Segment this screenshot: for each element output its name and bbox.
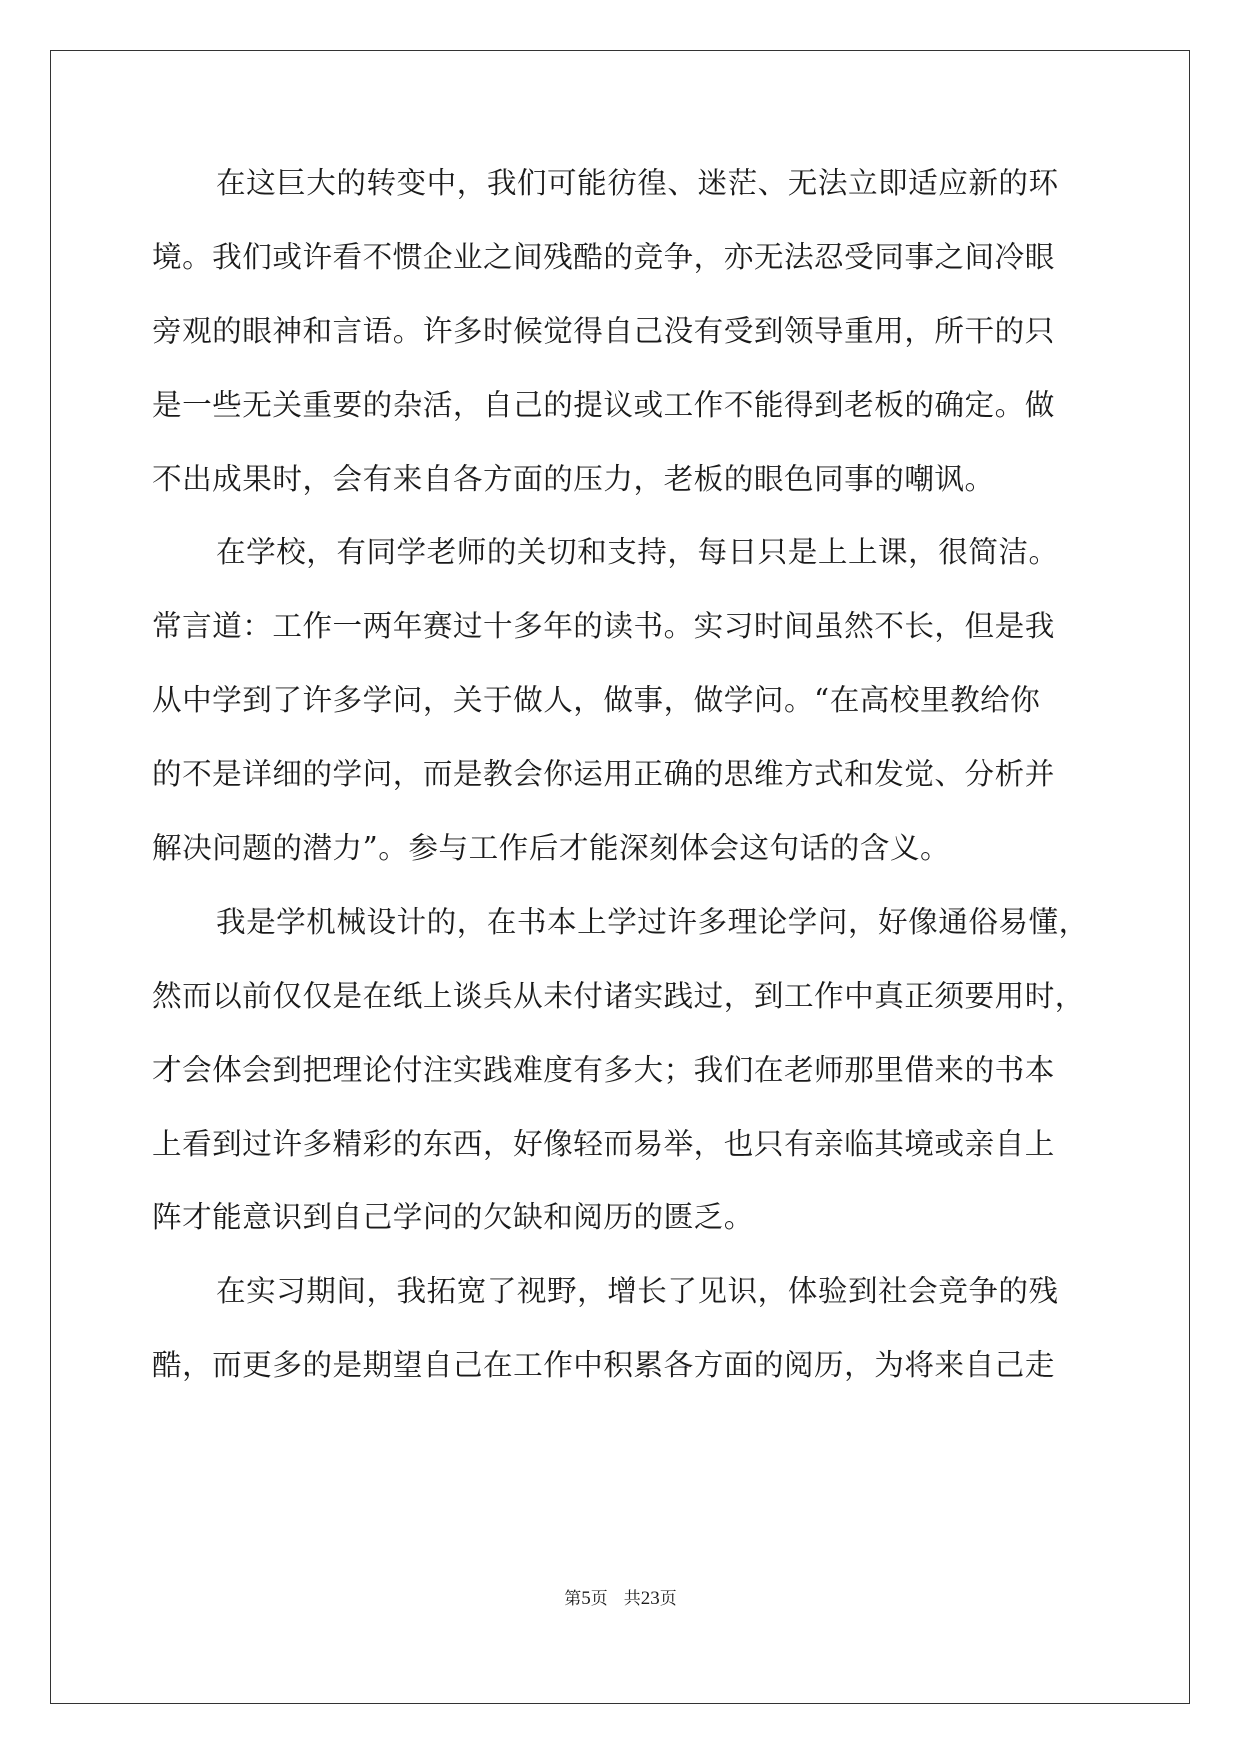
body-line: 从中学到了许多学问，关于做人，做事，做学问。“在高校里教给你 [152,683,1041,718]
body-line: 在实习期间，我拓宽了视野，增长了见识，体验到社会竞争的残 [216,1274,1059,1309]
body-line: 不出成果时，会有来自各方面的压力，老板的眼色同事的嘲讽。 [152,461,995,496]
body-line: 酷，而更多的是期望自己在工作中积累各方面的阅历，为将来自己走 [152,1348,1055,1383]
body-line: 在这巨大的转变中，我们可能彷徨、迷茫、无法立即适应新的环 [216,166,1059,200]
document-body [152,163,1092,1419]
page-prefix: 第 [564,1589,582,1609]
body-line: 解决问题的潜力”。参与工作后才能深刻体会这句话的含义。 [152,831,951,866]
page-footer [0,1584,1241,1610]
body-line: 然而以前仅仅是在纸上谈兵从未付诸实践过，到工作中真正须要用时， [152,978,1085,1013]
total-pages: 23 [640,1588,660,1609]
body-line: 旁观的眼神和言语。许多时候觉得自己没有受到领导重用，所干的只 [152,313,1055,348]
body-line: 才会体会到把理论付注实践难度有多大；我们在老师那里借来的书本 [152,1052,1055,1087]
body-line: 的不是详细的学问，而是教会你运用正确的思维方式和发觉、分析并 [152,757,1055,792]
body-line: 上看到过许多精彩的东西，好像轻而易举，也只有亲临其境或亲自上 [152,1126,1055,1161]
body-line: 在学校，有同学老师的关切和支持，每日只是上上课，很简洁。 [216,535,1059,570]
total-prefix: 共 [623,1589,641,1609]
body-line: 常言道：工作一两年赛过十多年的读书。实习时间虽然不长，但是我 [152,609,1055,644]
page-number: 5 [581,1588,591,1609]
page-suffix: 页 [590,1589,608,1609]
body-line: 阵才能意识到自己学问的欠缺和阅历的匮乏。 [152,1200,754,1235]
total-suffix: 页 [659,1589,677,1609]
body-line: 境。我们或许看不惯企业之间残酷的竞争，亦无法忍受同事之间冷眼 [152,239,1055,274]
body-line: 是一些无关重要的杂活，自己的提议或工作不能得到老板的确定。做 [152,387,1055,422]
body-line: 我是学机械设计的，在书本上学过许多理论学问，好像通俗易懂， [216,904,1089,939]
